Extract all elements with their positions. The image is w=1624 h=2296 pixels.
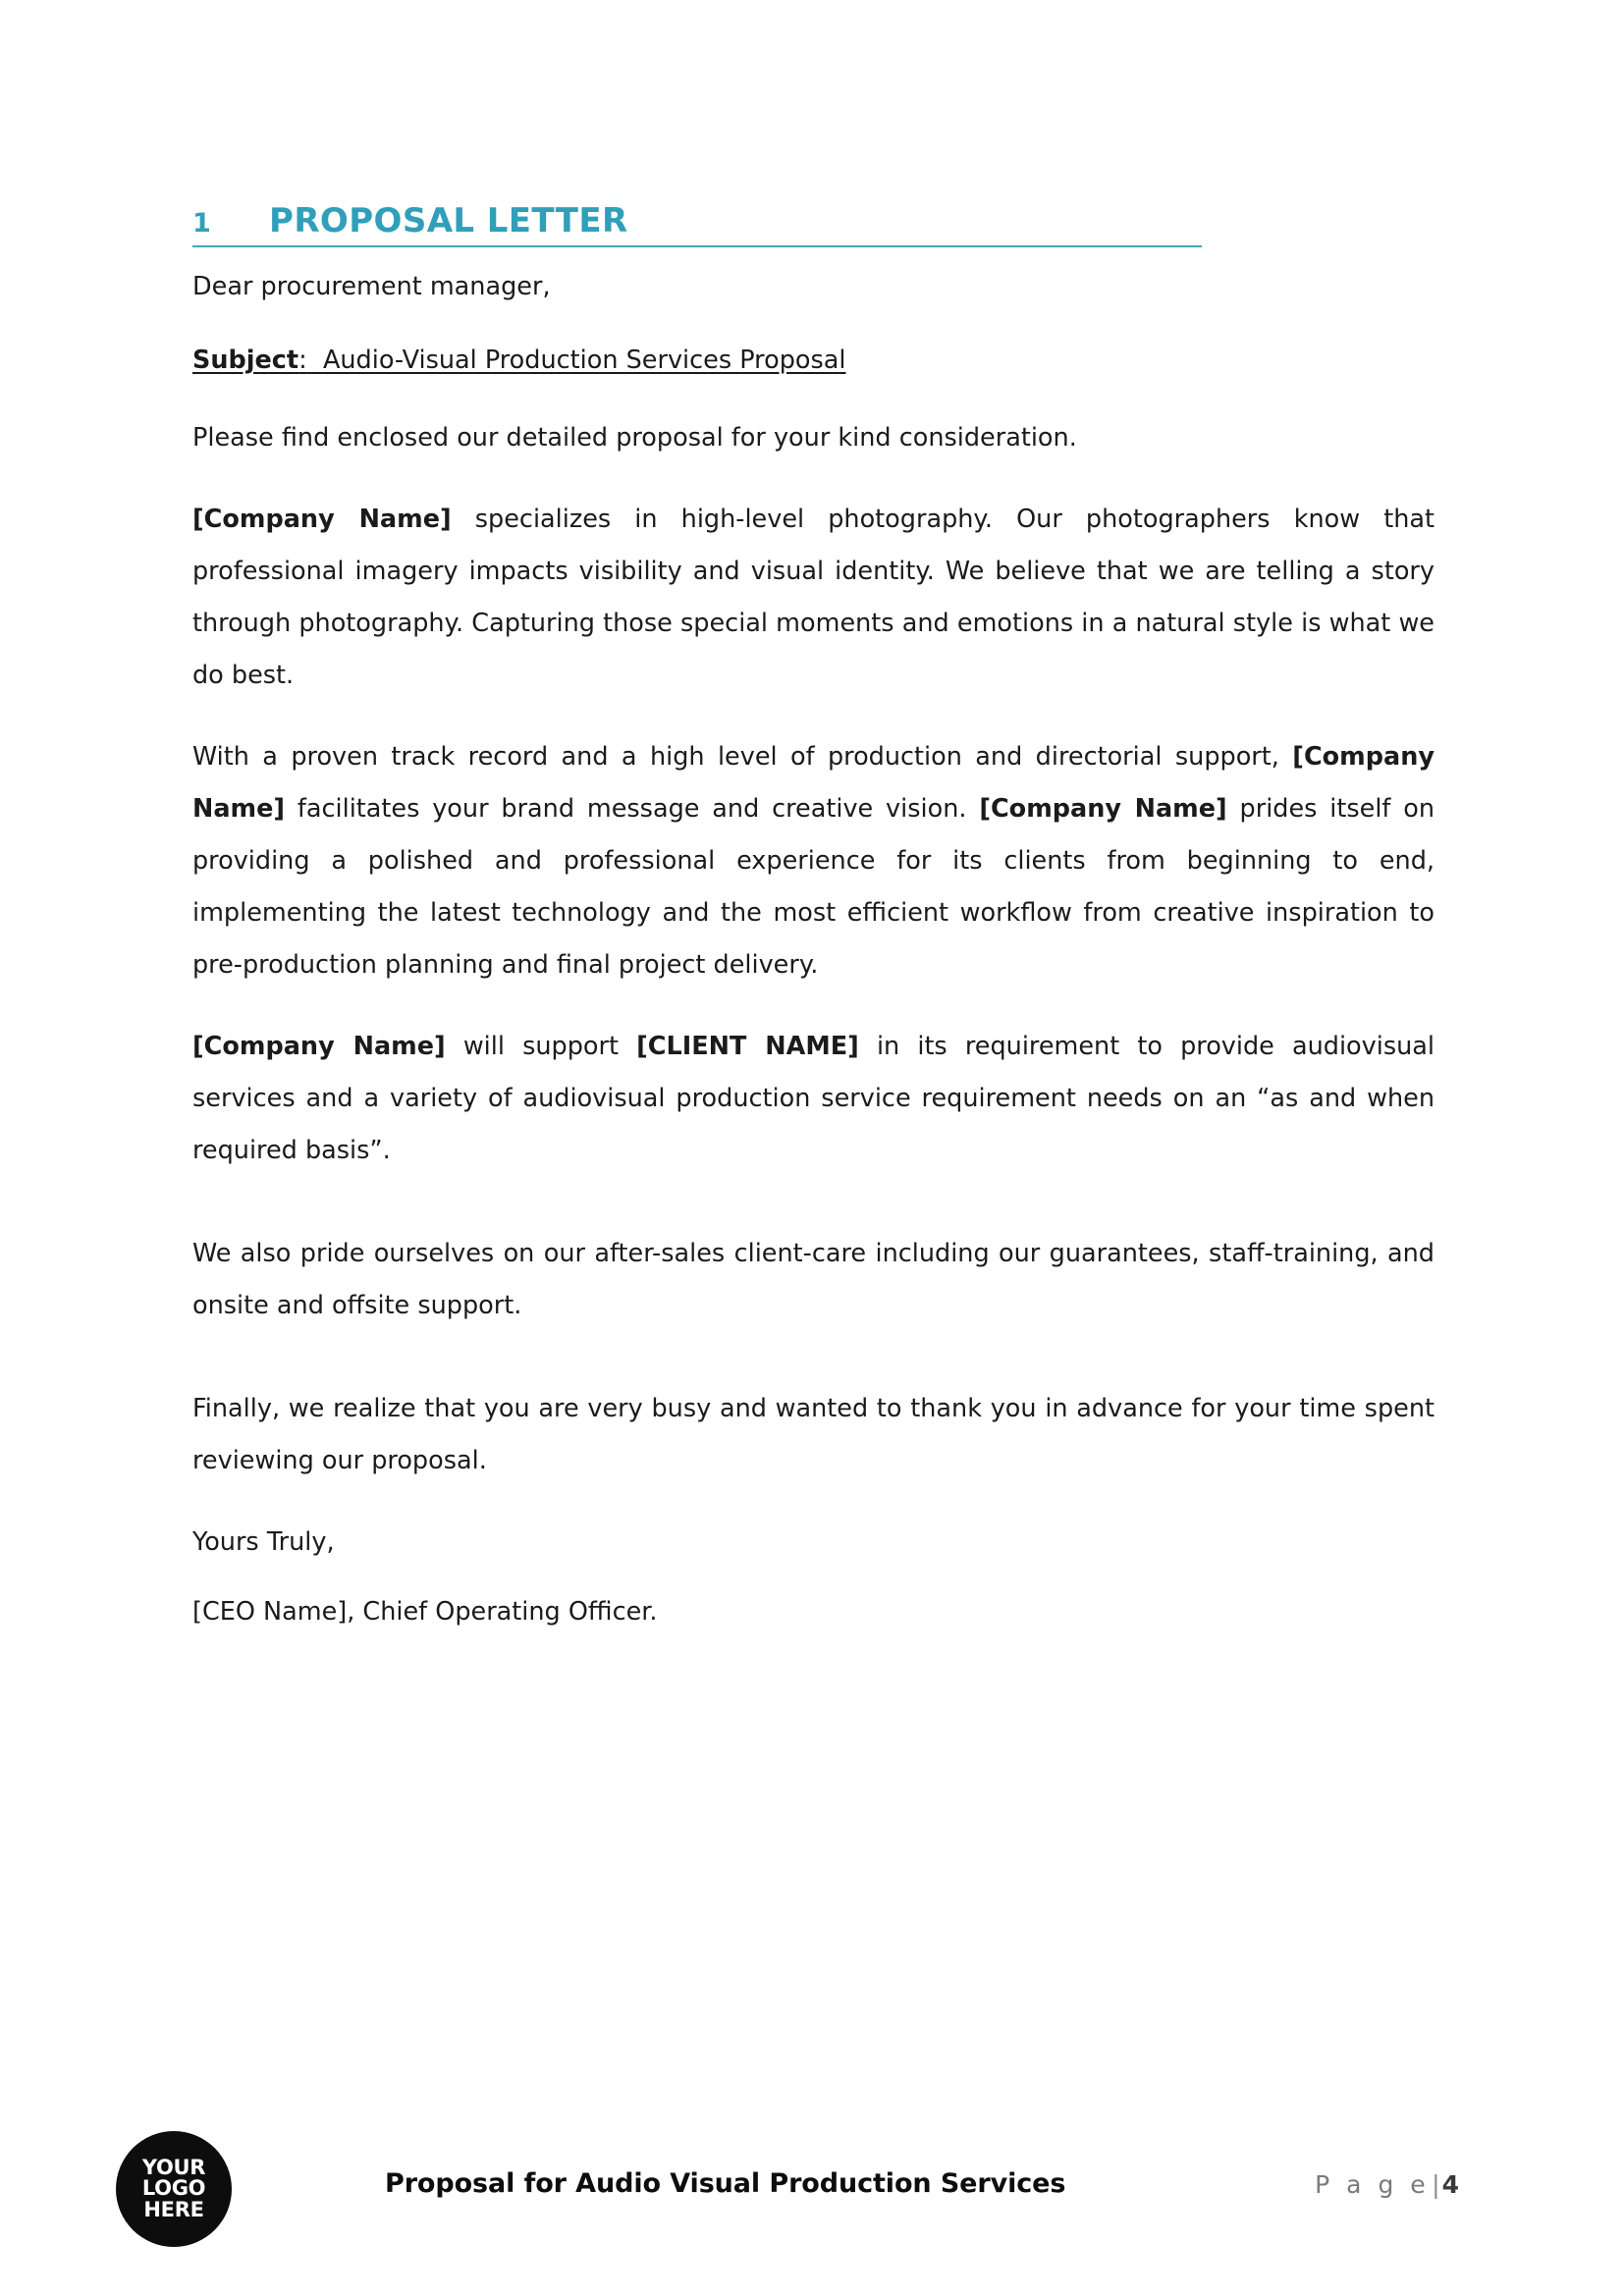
page-number: 4 (1441, 2170, 1459, 2199)
spacer (192, 702, 1435, 731)
spacer (192, 247, 1435, 265)
track-record-part-a: With a proven track record and a high level of production and directorial support, (192, 742, 1293, 772)
company-name-placeholder: [Company Name] (192, 742, 1435, 824)
subject-line (192, 339, 845, 383)
subject-label: Subject (192, 346, 299, 375)
paragraph-client-support (192, 1021, 1435, 1177)
paragraph-intro: Please find enclosed our detailed proposal for your kind consideration. (192, 423, 1077, 453)
letter-content (192, 201, 1435, 1638)
logo-line-3: HERE (143, 2197, 204, 2221)
spacer (192, 1332, 1435, 1383)
paragraph-track-record (192, 731, 1435, 991)
client-support-part-b: in its requirement to provide audiovisual services and a variety of audiovisual production service requirement needs on an “as and when required basis”. (192, 1032, 1435, 1165)
spacer (192, 1177, 1435, 1228)
spacer (192, 1569, 1435, 1586)
logo-placeholder-icon (116, 2131, 232, 2247)
logo-line-1: YOUR (141, 2155, 206, 2179)
closing-salutation: Yours Truly, (192, 1527, 335, 1557)
paragraph-closing-thanks: Finally, we realize that you are very busy and wanted to thank you in advance for your time spent reviewing our proposal. (192, 1394, 1435, 1475)
paragraph-after-sales: We also pride ourselves on our after-sales client-care including our guarantees, staff-training, and onsite and offsite support. (192, 1239, 1435, 1320)
subject-text: Audio-Visual Production Services Proposal (322, 346, 846, 375)
spacer (192, 464, 1435, 494)
logo-line-2: LOGO (141, 2176, 206, 2201)
paragraph-specialization (192, 494, 1435, 702)
footer-title: Proposal for Audio Visual Production Services (385, 2168, 1066, 2199)
section-title: PROPOSAL LETTER (269, 201, 628, 240)
paragraph-specialization-text: specializes in high-level photography. Our photographers know that professional imagery impacts visibility and visual identity. We believe that we are telling a story through photography. Capturing those special moments and emotions in a natural style is what we do best. (192, 505, 1435, 690)
footer-page-indicator (1315, 2170, 1459, 2199)
salutation: Dear procurement manager, (192, 272, 551, 301)
company-name-placeholder: [Company Name] (979, 794, 1227, 824)
track-record-part-b: facilitates your brand message and creative vision. (285, 794, 980, 824)
spacer (192, 991, 1435, 1021)
spacer (192, 383, 1435, 412)
section-number: 1 (192, 208, 211, 239)
company-name-placeholder: [Company Name] (192, 505, 452, 534)
track-record-part-c: prides itself on providing a polished and professional experience for its clients from beginning to end, implementing the latest technology and the most efficient workflow from creative inspiration to pre-production planning and final project delivery. (192, 794, 1435, 980)
client-support-part-a: will support (445, 1032, 637, 1061)
signature-line: [CEO Name], Chief Operating Officer. (192, 1597, 658, 1627)
subject-line-wrapper (192, 339, 1435, 383)
page-separator: | (1432, 2170, 1440, 2199)
page-word: P a g e (1315, 2170, 1431, 2199)
spacer (192, 309, 1435, 339)
company-name-placeholder: [Company Name] (192, 1032, 446, 1061)
subject-separator: : (298, 346, 307, 375)
client-name-placeholder: [CLIENT NAME] (636, 1032, 859, 1061)
page-footer (0, 2109, 1624, 2296)
section-heading (192, 201, 1435, 240)
spacer (192, 1487, 1435, 1517)
